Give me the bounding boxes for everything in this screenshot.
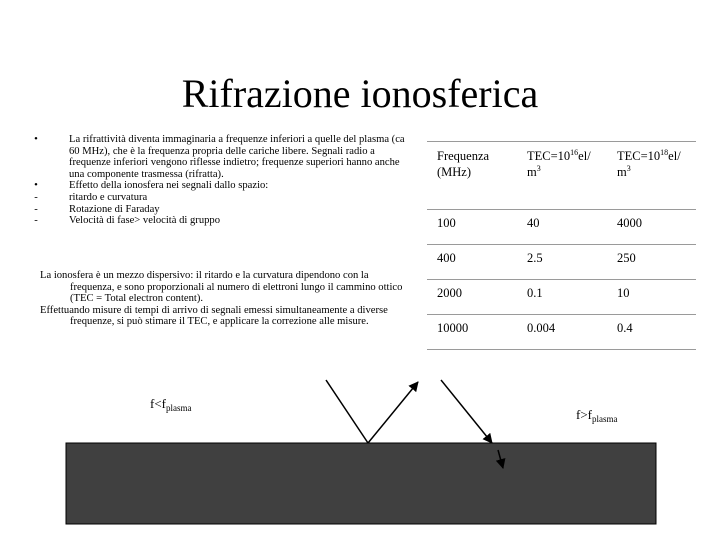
header-frequency: Frequenza (MHz): [427, 142, 517, 210]
bullet-item: [30, 180, 415, 192]
cell-tec-1e18: 10: [607, 280, 696, 315]
cell-tec-1e16: 40: [517, 210, 607, 245]
bullet-marker: •: [34, 134, 38, 145]
cell-tec-1e18: 250: [607, 245, 696, 280]
table-header-row: [427, 142, 696, 210]
bullet-text: Velocità di fase> velocità di gruppo: [69, 215, 221, 227]
ionosphere-layer: [66, 443, 656, 524]
cell-tec-1e16: 2.5: [517, 245, 607, 280]
bullet-item: [30, 215, 415, 227]
slide-title: Rifrazione ionosferica: [181, 71, 539, 116]
dash-marker: -: [34, 203, 38, 215]
cell-frequency: 10000: [427, 315, 517, 350]
incoming-ray-high-frequency: [441, 380, 492, 443]
dispersion-paragraph: La ionosfera è un mezzo dispersivo: il ritardo e la curvatura dipendono con la frequenza, e sono proporzionali al numero di elettroni lungo il cammino ottico (TEC = Total electron content).: [40, 270, 403, 305]
table-row: [427, 315, 696, 350]
cell-tec-1e18: 0.4: [607, 315, 696, 350]
bullet-item: [30, 134, 415, 180]
cell-tec-1e16: 0.004: [517, 315, 607, 350]
reflected-ray-low-frequency: [368, 382, 418, 443]
dash-marker: -: [34, 191, 38, 203]
header-tec-1e16: $TEC=10^{16}el/$ $m^3$: [517, 142, 607, 210]
dash-marker: -: [34, 215, 38, 227]
table-row: [427, 245, 696, 280]
incoming-ray-low-frequency: [326, 380, 368, 443]
bullet-text: Rotazione di Faraday: [69, 203, 160, 215]
bullet-text: La rifrattività diventa immaginaria a frequenze inferiori a quelle del plasma (ca 60 MHz), che è la frequenza propria delle cariche libere. Segnali radio a frequenze inferiori vengono riflesse indietro; frequenze superiori hanno anche una componente trasmessa (rifratta).: [69, 134, 405, 180]
label-below-plasma-frequency: $f<f_{plasma}$: [150, 396, 192, 413]
tec-estimation-paragraph: Effettuando misure di tempi di arrivo di segnali emessi simultaneamente a diverse frequenze, si può stimare il TEC, e applicare la correzione alle misure.: [40, 304, 388, 328]
refraction-diagram: [0, 360, 720, 540]
bullet-marker: •: [34, 180, 38, 192]
tec-delay-table: [427, 141, 696, 350]
bullet-text: Effetto della ionosfera nei segnali dallo spazio:: [69, 180, 269, 192]
table-row: [427, 210, 696, 245]
bullet-item: [30, 192, 415, 204]
table-row: [427, 280, 696, 315]
cell-frequency: 400: [427, 245, 517, 280]
cell-frequency: 100: [427, 210, 517, 245]
bullet-list: [30, 134, 415, 227]
header-tec-1e18: $TEC=10^{18}el/$ $m^3$: [607, 142, 696, 210]
cell-frequency: 2000: [427, 280, 517, 315]
label-above-plasma-frequency: $f>f_{plasma}$: [576, 407, 618, 424]
bullet-item: [30, 204, 415, 216]
bullet-text: ritardo e curvatura: [69, 191, 148, 203]
cell-tec-1e18: 4000: [607, 210, 696, 245]
cell-tec-1e16: 0.1: [517, 280, 607, 315]
body-text: [40, 270, 415, 328]
